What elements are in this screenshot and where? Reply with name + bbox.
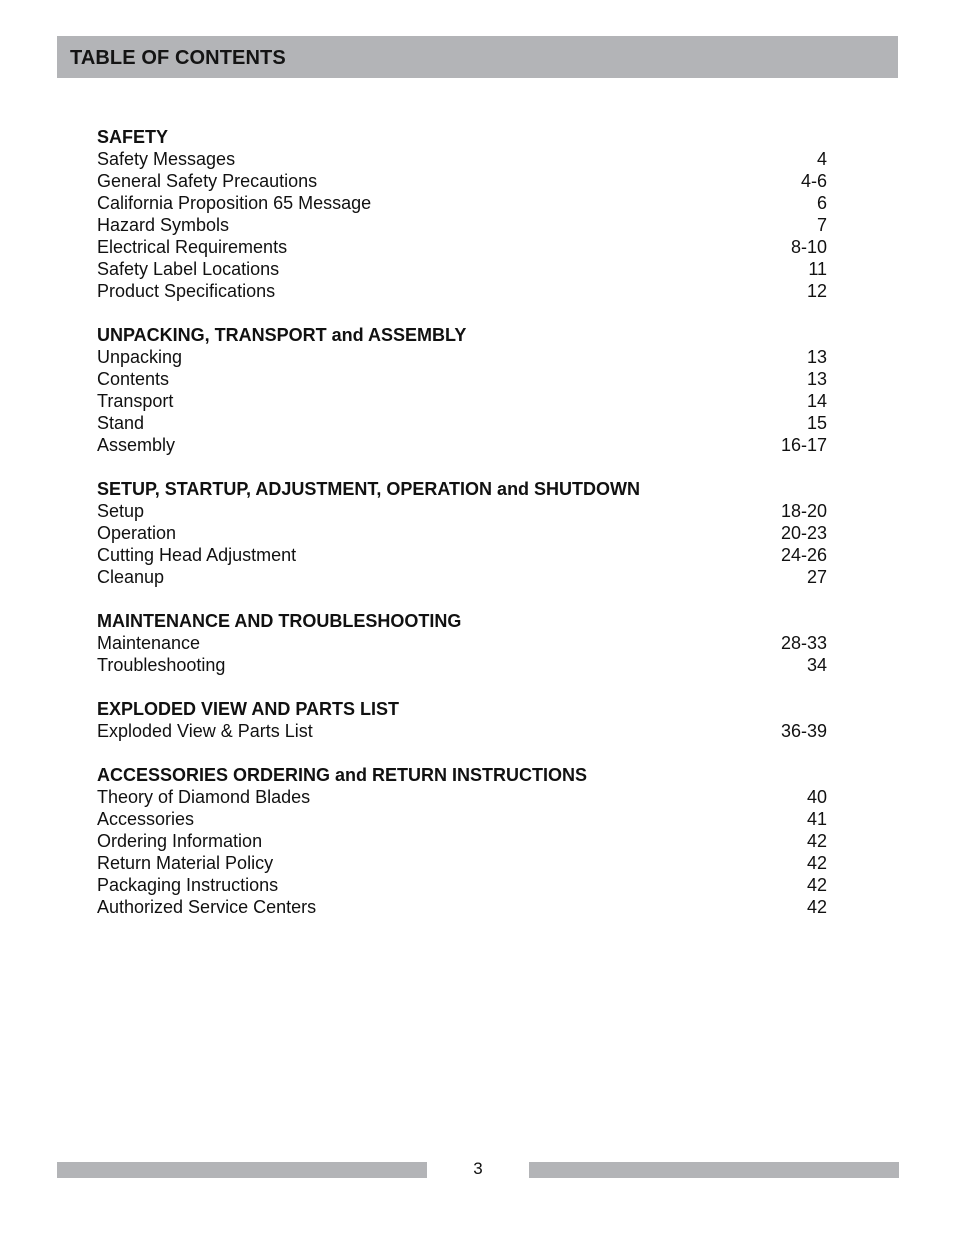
toc-entry[interactable] (97, 874, 827, 896)
entry-page-number: 11 (808, 259, 827, 279)
section-heading: SETUP, STARTUP, ADJUSTMENT, OPERATION and SHUTDOWN (97, 479, 641, 499)
entry-label: Cutting Head Adjustment (97, 545, 297, 565)
entry-label: Return Material Policy (97, 853, 274, 873)
footer-bar-left (57, 1162, 427, 1178)
entry-page-number: 42 (806, 831, 827, 851)
page-title: TABLE OF CONTENTS (70, 47, 286, 69)
entry-page-number: 34 (806, 655, 827, 675)
entry-page-number: 24-26 (780, 545, 827, 565)
toc-entry[interactable] (97, 236, 827, 258)
toc-section-exploded-view (97, 698, 827, 742)
toc-entry[interactable] (97, 654, 827, 676)
entry-label: Operation (97, 523, 177, 543)
entry-label: Maintenance (97, 633, 201, 653)
entry-page-number: 13 (806, 347, 827, 367)
section-heading: ACCESSORIES ORDERING and RETURN INSTRUCTIONS (97, 765, 588, 785)
toc-entry[interactable] (97, 170, 827, 192)
toc-entry[interactable] (97, 852, 827, 874)
toc-entry[interactable] (97, 830, 827, 852)
entry-label: Troubleshooting (97, 655, 226, 675)
toc-entry[interactable] (97, 390, 827, 412)
entry-label: Unpacking (97, 347, 183, 367)
toc-entry[interactable] (97, 148, 827, 170)
entry-label: Stand (97, 413, 145, 433)
toc-entry[interactable] (97, 214, 827, 236)
toc-entry[interactable] (97, 258, 827, 280)
entry-page-number: 42 (806, 853, 827, 873)
section-heading: SAFETY (97, 127, 169, 147)
entry-page-number: 6 (816, 193, 827, 213)
entry-label: Setup (97, 501, 145, 521)
entry-label: Product Specifications (97, 281, 276, 301)
section-heading: UNPACKING, TRANSPORT and ASSEMBLY (97, 325, 467, 345)
header-bar (57, 36, 898, 78)
toc-entry[interactable] (97, 280, 827, 302)
entry-page-number: 13 (806, 369, 827, 389)
toc-entry[interactable] (97, 522, 827, 544)
entry-page-number: 4-6 (800, 171, 827, 191)
toc-section-setup (97, 478, 827, 588)
toc-entry[interactable] (97, 500, 827, 522)
entry-label: Ordering Information (97, 831, 263, 851)
section-heading: EXPLODED VIEW AND PARTS LIST (97, 699, 400, 719)
entry-label: Accessories (97, 809, 195, 829)
entry-label: California Proposition 65 Message (97, 193, 372, 213)
toc-entry[interactable] (97, 544, 827, 566)
entry-page-number: 40 (806, 787, 827, 807)
entry-label: Transport (97, 391, 174, 411)
toc-section-maintenance (97, 610, 827, 676)
toc-section-unpacking (97, 324, 827, 456)
entry-label: Electrical Requirements (97, 237, 288, 257)
toc-entry[interactable] (97, 566, 827, 588)
entry-page-number: 28-33 (780, 633, 827, 653)
entry-page-number: 18-20 (780, 501, 827, 521)
entry-label: Hazard Symbols (97, 215, 230, 235)
entry-page-number: 7 (816, 215, 827, 235)
entry-page-number: 20-23 (780, 523, 827, 543)
entry-label: Theory of Diamond Blades (97, 787, 311, 807)
toc-entry[interactable] (97, 632, 827, 654)
toc-entry[interactable] (97, 434, 827, 456)
toc-entry[interactable] (97, 368, 827, 390)
toc-entry[interactable] (97, 808, 827, 830)
entry-label: Authorized Service Centers (97, 897, 317, 917)
entry-label: Packaging Instructions (97, 875, 279, 895)
entry-page-number: 41 (806, 809, 827, 829)
table-of-contents (97, 126, 827, 940)
entry-page-number: 12 (806, 281, 827, 301)
entry-page-number: 16-17 (780, 435, 827, 455)
entry-page-number: 42 (806, 875, 827, 895)
entry-page-number: 42 (806, 897, 827, 917)
toc-section-accessories (97, 764, 827, 918)
toc-entry[interactable] (97, 786, 827, 808)
page-number: 3 (473, 1159, 483, 1178)
toc-entry[interactable] (97, 346, 827, 368)
entry-page-number: 8-10 (790, 237, 827, 257)
toc-entry[interactable] (97, 720, 827, 742)
entry-page-number: 4 (816, 149, 827, 169)
entry-label: Exploded View & Parts List (97, 721, 313, 741)
entry-label: Contents (97, 369, 170, 389)
entry-label: Assembly (97, 435, 176, 455)
toc-entry[interactable] (97, 192, 827, 214)
entry-label: General Safety Precautions (97, 171, 318, 191)
entry-label: Cleanup (97, 567, 165, 587)
entry-page-number: 15 (806, 413, 827, 433)
entry-label: Safety Messages (97, 149, 236, 169)
footer-bar-right (529, 1162, 899, 1178)
toc-section-safety (97, 126, 827, 302)
entry-page-number: 14 (806, 391, 827, 411)
entry-page-number: 36-39 (780, 721, 827, 741)
toc-entry[interactable] (97, 896, 827, 918)
toc-entry[interactable] (97, 412, 827, 434)
entry-label: Safety Label Locations (97, 259, 280, 279)
section-heading: MAINTENANCE AND TROUBLESHOOTING (97, 611, 462, 631)
entry-page-number: 27 (806, 567, 827, 587)
